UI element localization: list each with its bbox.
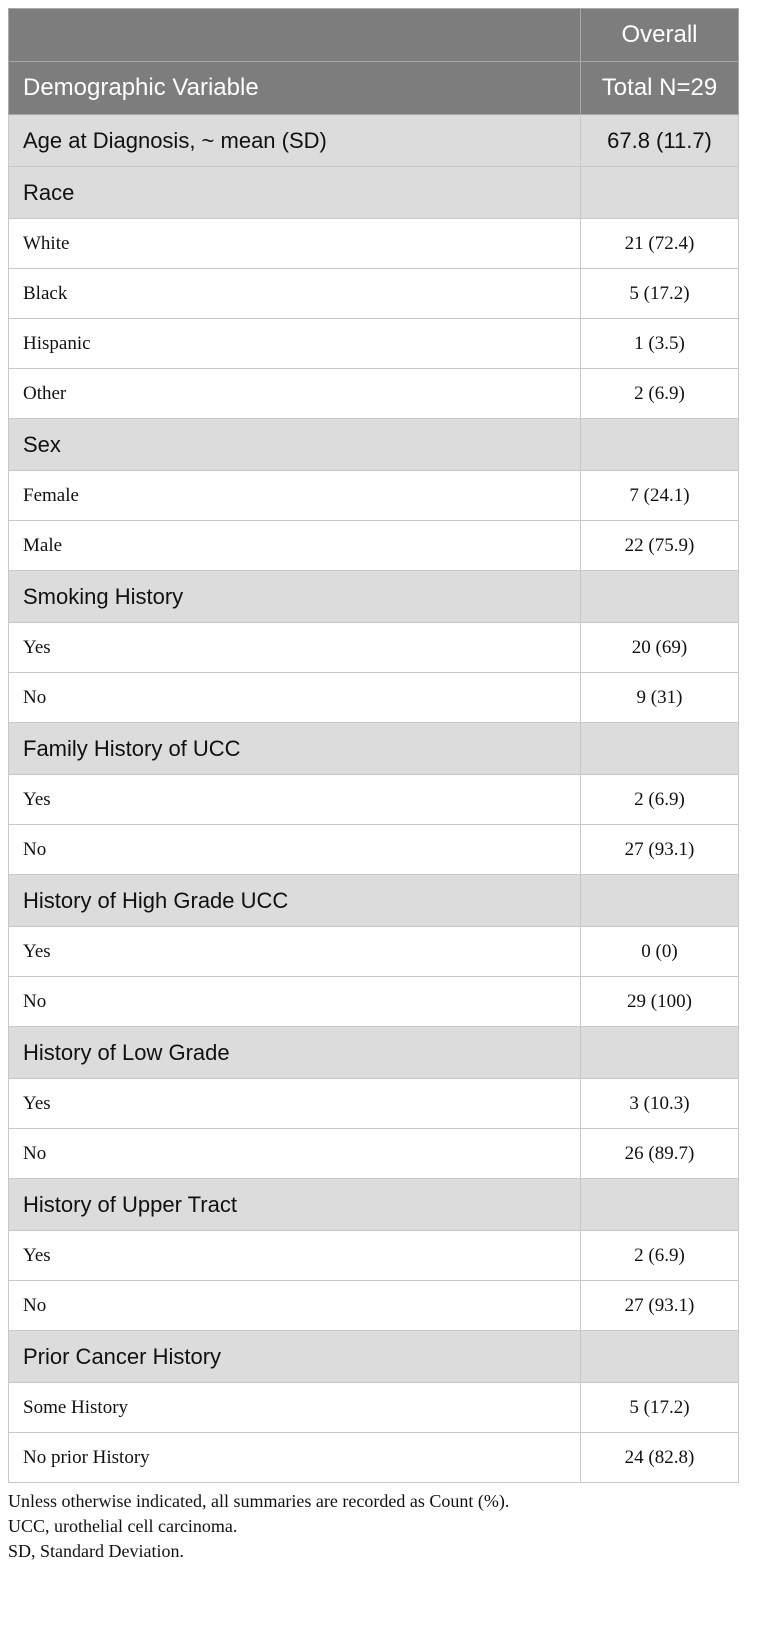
row-value: 27 (93.1)	[581, 1281, 739, 1331]
header-overall: Overall	[581, 9, 739, 62]
table-row	[9, 673, 739, 723]
footnote-sd: SD, Standard Deviation.	[8, 1541, 184, 1561]
row-label: No	[9, 825, 581, 875]
header-empty-cell	[9, 9, 581, 62]
header-row-bottom	[9, 62, 739, 115]
header-demographic-variable: Demographic Variable	[9, 62, 581, 115]
row-value: 0 (0)	[581, 927, 739, 977]
row-label: No	[9, 977, 581, 1027]
section-row	[9, 419, 739, 471]
row-value: 24 (82.8)	[581, 1433, 739, 1483]
row-value: 26 (89.7)	[581, 1129, 739, 1179]
footnote-ucc: UCC, urothelial cell carcinoma.	[8, 1516, 238, 1536]
table-row	[9, 1433, 739, 1483]
table-row	[9, 623, 739, 673]
demographics-table-container	[8, 8, 738, 1483]
section-label: Sex	[9, 419, 581, 471]
row-label: No	[9, 673, 581, 723]
section-row	[9, 167, 739, 219]
row-label: Yes	[9, 775, 581, 825]
table-row	[9, 977, 739, 1027]
row-value: 5 (17.2)	[581, 1383, 739, 1433]
row-value: 20 (69)	[581, 623, 739, 673]
section-row	[9, 115, 739, 167]
row-label: Yes	[9, 1231, 581, 1281]
section-value	[581, 1179, 739, 1231]
table-row	[9, 825, 739, 875]
row-value: 2 (6.9)	[581, 1231, 739, 1281]
table-row	[9, 521, 739, 571]
section-label: Race	[9, 167, 581, 219]
section-value	[581, 571, 739, 623]
table-row	[9, 1079, 739, 1129]
section-label: History of Low Grade	[9, 1027, 581, 1079]
section-label: Prior Cancer History	[9, 1331, 581, 1383]
section-row	[9, 723, 739, 775]
row-label: Black	[9, 269, 581, 319]
row-value: 5 (17.2)	[581, 269, 739, 319]
table-row	[9, 775, 739, 825]
section-label: Family History of UCC	[9, 723, 581, 775]
table-row	[9, 1383, 739, 1433]
table-row	[9, 319, 739, 369]
demographics-table	[8, 8, 739, 1483]
section-row	[9, 1331, 739, 1383]
section-value: 67.8 (11.7)	[581, 115, 739, 167]
section-row	[9, 875, 739, 927]
table-row	[9, 927, 739, 977]
row-value: 1 (3.5)	[581, 319, 739, 369]
row-label: No prior History	[9, 1433, 581, 1483]
row-value: 9 (31)	[581, 673, 739, 723]
table-row	[9, 471, 739, 521]
section-row	[9, 1179, 739, 1231]
header-row-top	[9, 9, 739, 62]
row-value: 22 (75.9)	[581, 521, 739, 571]
row-value: 3 (10.3)	[581, 1079, 739, 1129]
row-label: Other	[9, 369, 581, 419]
section-value	[581, 1331, 739, 1383]
row-value: 2 (6.9)	[581, 775, 739, 825]
section-value	[581, 723, 739, 775]
row-label: Female	[9, 471, 581, 521]
table-footnotes	[8, 1489, 748, 1564]
section-row	[9, 571, 739, 623]
table-row	[9, 1129, 739, 1179]
row-label: No	[9, 1129, 581, 1179]
section-value	[581, 419, 739, 471]
row-value: 7 (24.1)	[581, 471, 739, 521]
row-label: Yes	[9, 1079, 581, 1129]
header-total-n: Total N=29	[581, 62, 739, 115]
section-label: Smoking History	[9, 571, 581, 623]
section-row	[9, 1027, 739, 1079]
table-row	[9, 269, 739, 319]
row-label: Some History	[9, 1383, 581, 1433]
table-row	[9, 1281, 739, 1331]
table-body	[9, 115, 739, 1483]
row-value: 2 (6.9)	[581, 369, 739, 419]
section-label: Age at Diagnosis, ~ mean (SD)	[9, 115, 581, 167]
row-label: White	[9, 219, 581, 269]
table-row	[9, 219, 739, 269]
footnote-count-percent: Unless otherwise indicated, all summaries are recorded as Count (%).	[8, 1491, 510, 1511]
row-label: No	[9, 1281, 581, 1331]
section-label: History of Upper Tract	[9, 1179, 581, 1231]
section-value	[581, 875, 739, 927]
table-row	[9, 1231, 739, 1281]
row-label: Yes	[9, 927, 581, 977]
row-value: 27 (93.1)	[581, 825, 739, 875]
row-label: Male	[9, 521, 581, 571]
row-value: 21 (72.4)	[581, 219, 739, 269]
row-value: 29 (100)	[581, 977, 739, 1027]
section-value	[581, 1027, 739, 1079]
row-label: Hispanic	[9, 319, 581, 369]
row-label: Yes	[9, 623, 581, 673]
section-value	[581, 167, 739, 219]
table-row	[9, 369, 739, 419]
section-label: History of High Grade UCC	[9, 875, 581, 927]
